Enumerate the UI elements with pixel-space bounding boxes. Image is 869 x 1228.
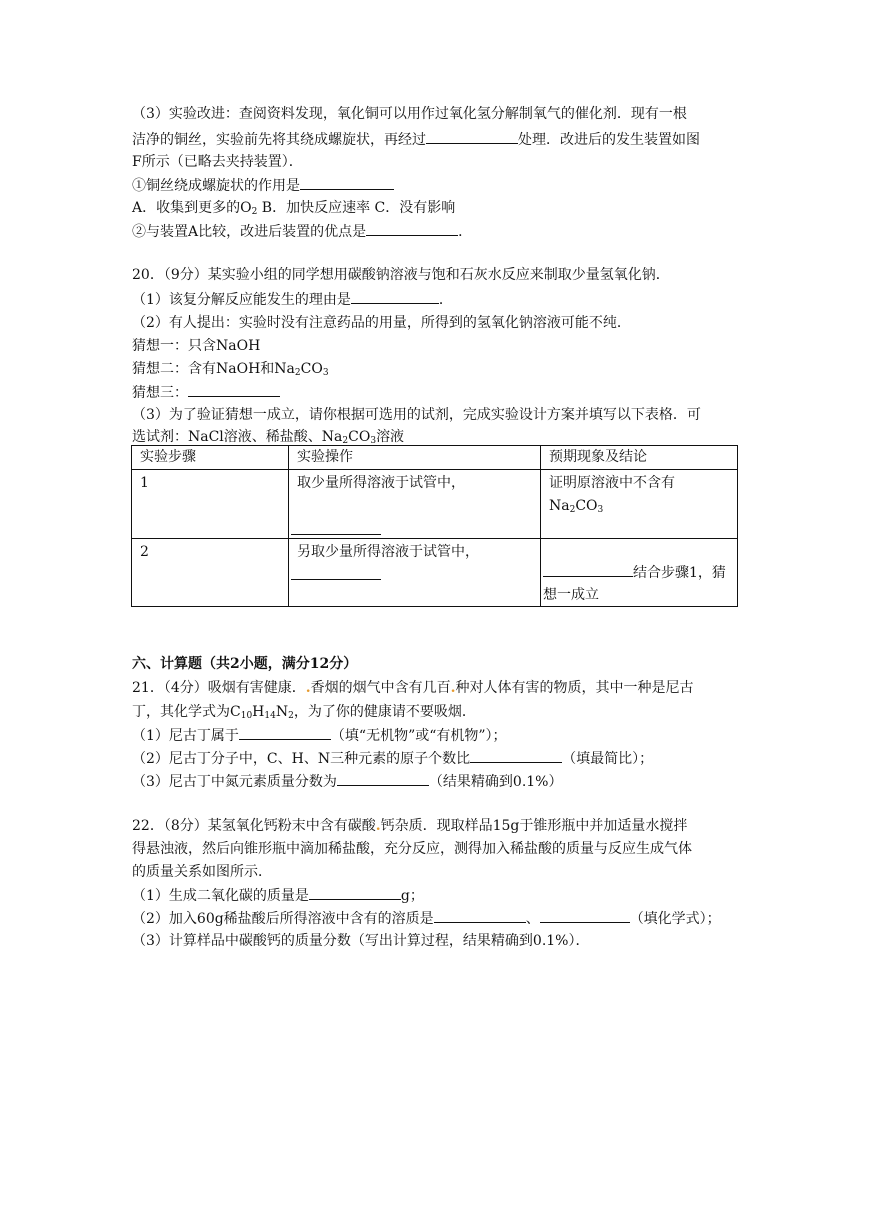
q20-title: 20．（9分）某实验小组的同学想用碳酸钠溶液与饱和石灰水反应来制取少量氢氧化钠．: [132, 267, 670, 283]
q22-part2: （2）加入60g稀盐酸后所得溶液中含有的溶质是 、 （填化学式）；: [132, 907, 721, 931]
row2-result-blank[interactable]: [543, 561, 633, 577]
experiment-table: [131, 445, 738, 607]
section6-title: 六、计算题（共2小题，满分12分）: [132, 656, 358, 672]
row2-step: 2: [132, 539, 289, 607]
q20-guess2: 猜想二：含有NaOH和$Na_2CO_3$: [132, 361, 329, 378]
q19-blank-spiral-purpose[interactable]: [300, 174, 394, 190]
row2-operation: 另取少量所得溶液于试管中，: [289, 539, 541, 607]
q20-guess3: 猜想三：: [132, 381, 280, 405]
q22-blank-solute2[interactable]: [540, 907, 630, 923]
q19-3-line1: （3）实验改进：查阅资料发现，氧化铜可以用作过氧化氢分解制氧气的催化剂．现有一根: [132, 106, 687, 122]
q21-blank-type[interactable]: [239, 724, 331, 740]
stray-dot: .: [305, 680, 311, 696]
q21-part3: （3）尼古丁中氮元素质量分数为 （结果精确到0.1%）: [132, 770, 563, 794]
q19-blank-treatment[interactable]: [426, 128, 518, 144]
table-row: [132, 539, 738, 607]
q20-blank-reason[interactable]: [351, 288, 439, 304]
q19-sub2: ②与装置A比较，改进后装置的优点是 ．: [132, 220, 472, 244]
q19-sub1: ①铜丝绕成螺旋状的作用是: [132, 174, 394, 198]
row1-result: 证明原溶液中不含有$Na_2CO_3$: [541, 470, 738, 539]
q21-line1: 21．（4分）吸烟有害健康．.香烟的烟气中含有几百.种对人体有害的物质，其中一种是尼古: [132, 680, 694, 696]
header-result: 预期现象及结论: [541, 446, 738, 470]
q22-line3: 的质量关系如图所示．: [132, 864, 272, 880]
q21-blank-percent[interactable]: [337, 770, 429, 786]
q20-part2: （2）有人提出：实验时没有注意药品的用量，所得到的氢氧化钠溶液可能不纯．: [132, 315, 631, 331]
q20-guess1: 猜想一：只含NaOH: [132, 338, 261, 354]
q20-part3-line1: （3）为了验证猜想一成立，请你根据可选用的试剂，完成实验设计方案并填写以下表格．可: [132, 407, 701, 423]
q22-blank-solute1[interactable]: [434, 907, 526, 923]
row1-op-blank[interactable]: [291, 534, 381, 535]
q19-options: A．收集到更多的$O_2$ B．加快反应速率 C．没有影响: [132, 200, 456, 217]
row2-op-blank[interactable]: [291, 579, 381, 580]
stray-dot: .: [375, 818, 381, 834]
q19-3-line2: 洁净的铜丝，实验前先将其绕成螺旋状，再经过 处理．改进后的发生装置如图: [132, 128, 700, 152]
q19-3-line3: F所示（已略去夹持装置）．: [132, 154, 303, 170]
q22-part3: （3）计算样品中碳酸钙的质量分数（写出计算过程，结果精确到0.1%）．: [132, 933, 590, 949]
table-header-row: [132, 446, 738, 470]
q19-blank-advantage[interactable]: [366, 220, 458, 236]
header-operation: 实验操作: [289, 446, 541, 470]
q21-part1: （1）尼古丁属于 （填“无机物”或“有机物”）；: [132, 724, 507, 748]
row1-step: 1: [132, 470, 289, 539]
q21-part2: （2）尼古丁分子中，C、H、N三种元素的原子个数比 （填最简比）；: [132, 747, 653, 771]
table-row: [132, 470, 738, 539]
q22-line2: 得悬浊液，然后向锥形瓶中滴加稀盐酸，充分反应，测得加入稀盐酸的质量与反应生成气体: [132, 841, 692, 857]
q22-line1: 22．（8分）某氢氧化钙粉末中含有碳酸.钙杂质．现取样品15g于锥形瓶中并加适量水搅拌: [132, 818, 688, 834]
header-step: 实验步骤: [132, 446, 289, 470]
q20-part3-line2: 选试剂：NaCl溶液、稀盐酸、$Na_2CO_3$溶液: [132, 429, 405, 446]
q20-part1: （1）该复分解反应能发生的理由是 ．: [132, 288, 453, 312]
q22-blank-co2[interactable]: [309, 884, 401, 900]
q22-part1: （1）生成二氧化碳的质量是 g；: [132, 884, 424, 908]
stray-dot: .: [450, 680, 456, 696]
q21-line2: 丁，其化学式为$C_{10}H_{14}N_2$，为了你的健康请不要吸烟．: [132, 704, 476, 721]
row1-operation: 取少量所得溶液于试管中，: [289, 470, 541, 539]
row2-result: 结合步骤1，猜 想一成立: [541, 539, 738, 607]
q21-blank-ratio[interactable]: [470, 747, 562, 763]
q20-blank-guess3[interactable]: [188, 381, 280, 397]
